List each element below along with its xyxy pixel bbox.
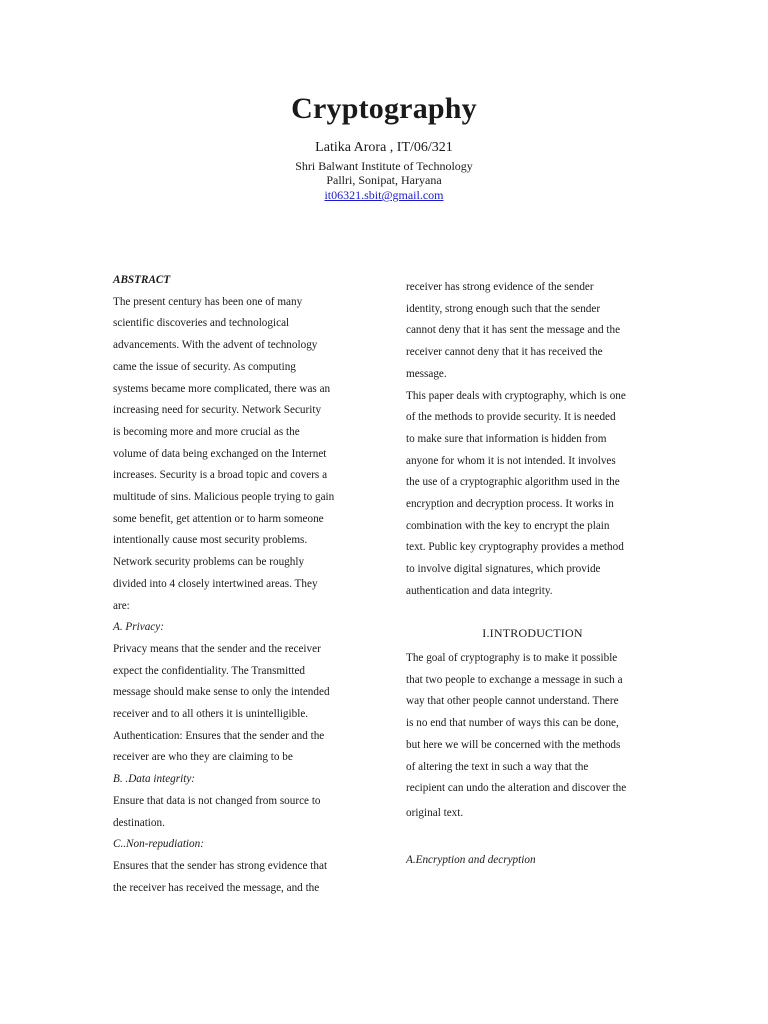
introduction-heading: I.INTRODUCTION xyxy=(482,626,583,640)
affiliation-location: Pallri, Sonipat, Haryana xyxy=(326,173,442,187)
intro-line: of altering the text in such a way that the xyxy=(406,760,589,773)
author-email xyxy=(0,188,768,203)
paper-scope-line: combination with the key to encrypt the plain xyxy=(406,519,610,532)
abstract-line: The present century has been one of many xyxy=(113,295,303,308)
abstract-line: advancements. With the advent of technology xyxy=(113,339,318,352)
nonrepudiation-line: the receiver has received the message, and the xyxy=(113,881,320,894)
abstract-line: are: xyxy=(113,599,130,612)
integrity-line: destination. xyxy=(113,816,165,829)
paper-scope-line: of the methods to provide security. It is needed xyxy=(406,411,616,424)
intro-line: original text. xyxy=(406,806,464,819)
privacy-heading: A. Privacy: xyxy=(113,621,164,634)
abstract-line: scientific discoveries and technological xyxy=(113,317,290,330)
continued-line: receiver cannot deny that it has received the xyxy=(406,346,603,359)
paper-title: Cryptography xyxy=(291,92,477,125)
abstract-line: multitude of sins. Malicious people trying to gain xyxy=(113,491,335,504)
paper-scope-line: authentication and data integrity. xyxy=(406,584,553,597)
abstract-line: increases. Security is a broad topic and covers a xyxy=(113,469,328,482)
intro-line: way that other people cannot understand. There xyxy=(406,695,619,708)
email-link[interactable]: it06321.sbit@gmail.com xyxy=(324,188,444,202)
paper-scope-line: to involve digital signatures, which provide xyxy=(406,563,601,576)
abstract-line: systems became more complicated, there was an xyxy=(113,382,331,395)
continued-line: receiver has strong evidence of the sender xyxy=(406,281,594,293)
paper-scope-line: the use of a cryptographic algorithm used in the xyxy=(406,476,620,489)
affiliation-institute: Shri Balwant Institute of Technology xyxy=(295,159,473,173)
intro-line: recipient can undo the alteration and discover the xyxy=(406,782,627,795)
abstract-line: is becoming more and more crucial as the xyxy=(113,425,300,438)
abstract-line: some benefit, get attention or to harm someone xyxy=(113,512,324,525)
privacy-line: Authentication: Ensures that the sender and the xyxy=(113,729,325,742)
encryption-subsection-heading: A.Encryption and decryption xyxy=(406,854,536,866)
privacy-line: message should make sense to only the intended xyxy=(113,686,330,699)
paper-scope-line: to make sure that information is hidden from xyxy=(406,432,607,445)
abstract-line: intentionally cause most security problems. xyxy=(113,534,308,547)
author-line: Latika Arora , IT/06/321 xyxy=(315,140,453,155)
continued-line: message. xyxy=(406,367,447,380)
continued-line: identity, strong enough such that the sender xyxy=(406,302,601,315)
intro-line: is no end that number of ways this can be done, xyxy=(406,717,619,730)
paper-scope-line: anyone for whom it is not intended. It involves xyxy=(406,454,616,467)
paper-scope-line: text. Public key cryptography provides a method xyxy=(406,541,624,554)
abstract-heading: ABSTRACT xyxy=(113,274,171,286)
paper-scope-line: This paper deals with cryptography, which is one xyxy=(406,389,626,402)
privacy-line: expect the confidentiality. The Transmitted xyxy=(113,664,306,677)
left-column xyxy=(113,270,367,899)
privacy-line: Privacy means that the sender and the receiver xyxy=(113,642,321,655)
integrity-line: Ensure that data is not changed from source to xyxy=(113,794,321,807)
nonrepudiation-heading: C..Non-repudiation: xyxy=(113,838,204,851)
privacy-line: receiver are who they are claiming to be xyxy=(113,751,293,764)
introduction-body xyxy=(406,648,659,825)
abstract-line: volume of data being exchanged on the Internet xyxy=(113,447,327,460)
intro-line: but here we will be concerned with the methods xyxy=(406,738,621,751)
abstract-line: increasing need for security. Network Security xyxy=(113,404,322,417)
abstract-line: divided into 4 closely intertwined areas. They xyxy=(113,577,318,590)
nonrepudiation-line: Ensures that the sender has strong evidence that xyxy=(113,859,328,872)
privacy-line: receiver and to all others it is unintelligible. xyxy=(113,708,309,721)
integrity-heading: B. .Data integrity: xyxy=(113,773,196,786)
continued-line: cannot deny that it has sent the message and the xyxy=(406,324,621,337)
abstract-line: came the issue of security. As computing xyxy=(113,360,296,373)
intro-line: The goal of cryptography is to make it possible xyxy=(406,652,618,664)
paper-scope-line: encryption and decryption process. It works in xyxy=(406,498,614,511)
abstract-line: Network security problems can be roughly xyxy=(113,556,305,569)
intro-line: that two people to exchange a message in such a xyxy=(406,673,623,686)
right-column xyxy=(406,277,659,603)
